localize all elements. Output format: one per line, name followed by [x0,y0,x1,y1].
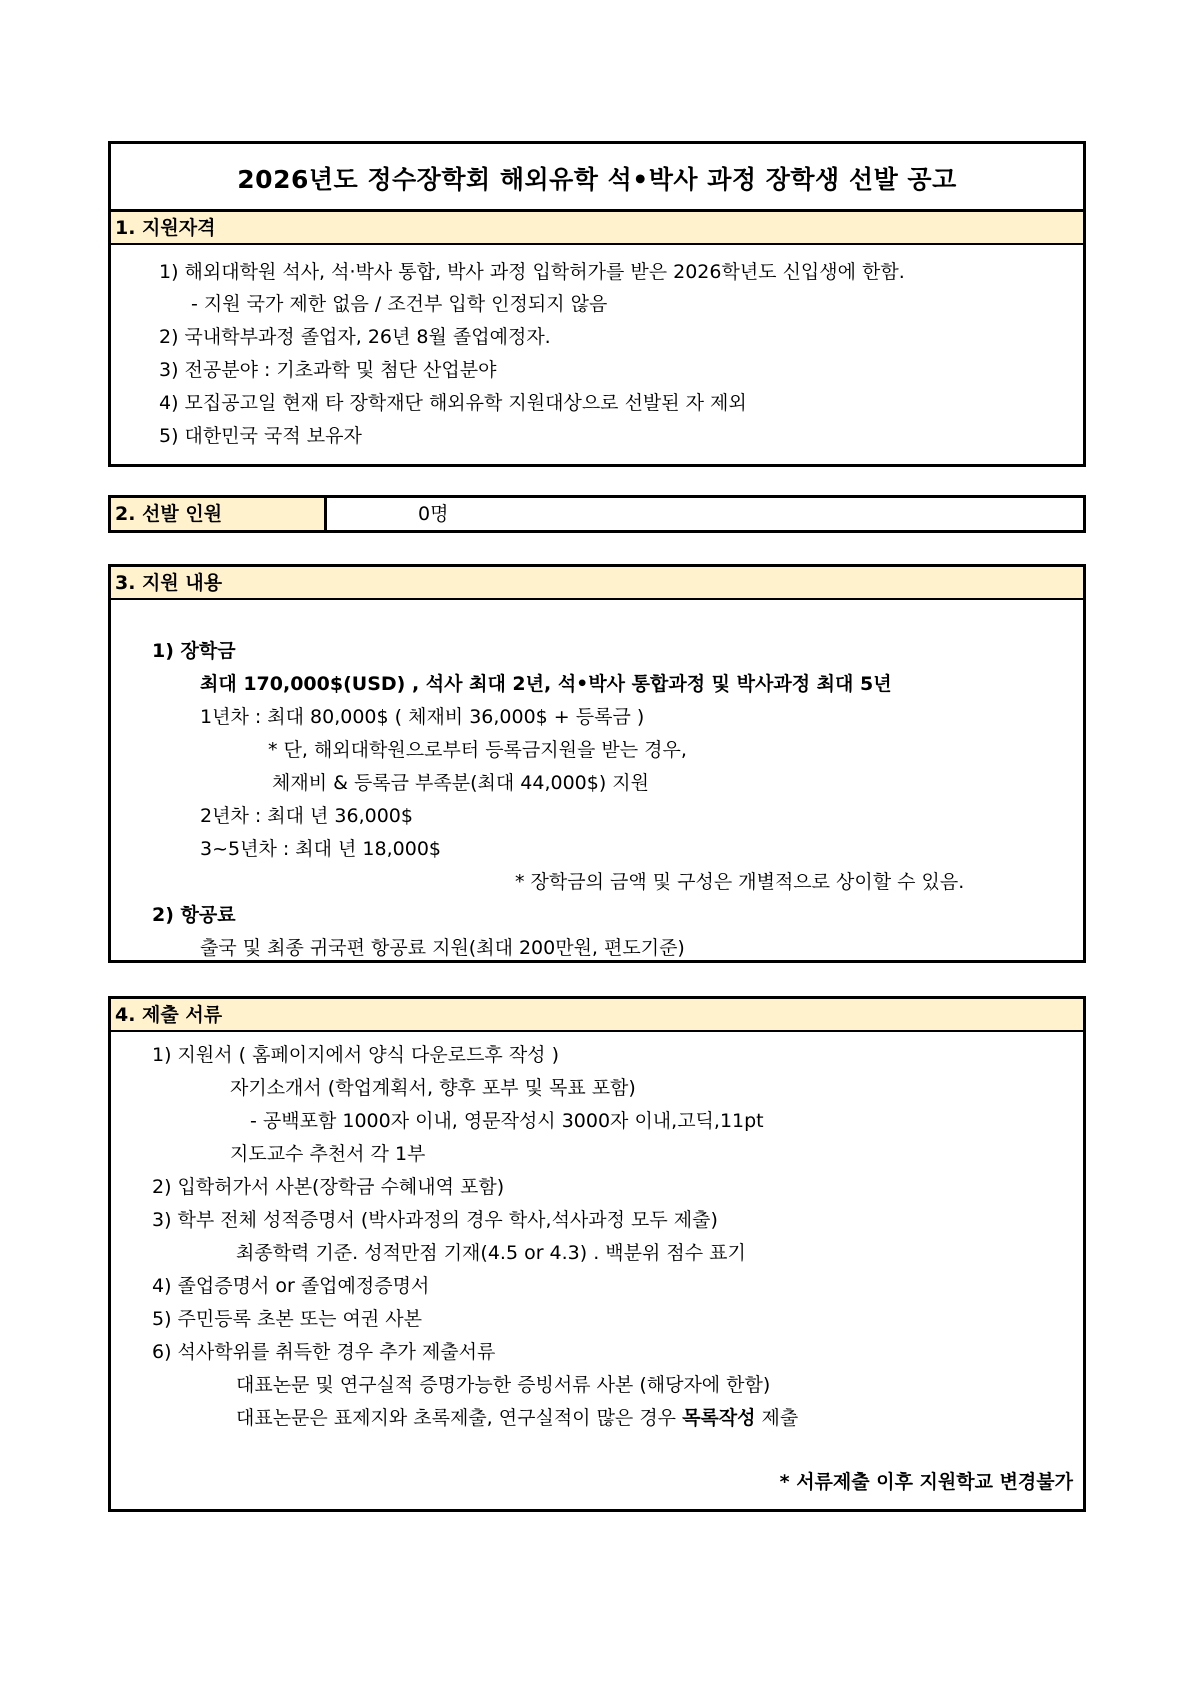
list-item: 1) 지원서 ( 홈페이지에서 양식 다운로드후 작성 ) [152,1044,559,1066]
airfare-detail: 출국 및 최종 귀국편 항공료 지원(최대 200만원, 편도기준) [200,937,685,959]
airfare-title: 2) 항공료 [152,904,236,926]
list-item: 6) 석사학위를 취득한 경우 추가 제출서류 [152,1341,496,1363]
list-item: 3) 학부 전체 성적증명서 (박사과정의 경우 학사,석사과정 모두 제출) [152,1209,718,1231]
year1-amount: 1년차 : 최대 80,000$ ( 체재비 36,000$ + 등록금 ) [200,706,645,728]
list-item: 1) 해외대학원 석사, 석·박사 통합, 박사 과정 입학허가를 받은 2026학년도 신입생에 한함. [159,261,905,283]
list-item: 2) 국내학부과정 졸업자, 26년 8월 졸업예정자. [159,326,551,348]
list-item: 3) 전공분야 : 기초과학 및 첨단 산업분야 [159,359,497,381]
selection-count-value: 0명 [418,503,449,525]
section-header: 3. 지원 내용 [111,567,1083,600]
scholarship-disclaimer: * 장학금의 금액 및 구성은 개별적으로 상이할 수 있음. [515,871,965,893]
footer-note: * 서류제출 이후 지원학교 변경불가 [779,1471,1073,1493]
tuition-note: * 단, 해외대학원으로부터 등록금지원을 받는 경우, [268,739,687,761]
list-item: 4) 모집공고일 현재 타 장학재단 해외유학 지원대상으로 선발된 자 제외 [159,392,747,414]
list-item: 자기소개서 (학업계획서, 향후 포부 및 목표 포함) [230,1077,636,1099]
tuition-note: 체재비 & 등록금 부족분(최대 44,000$) 지원 [272,772,650,794]
year3-5-amount: 3~5년차 : 최대 년 18,000$ [200,838,441,860]
section-required-documents [108,996,1086,1512]
announcement-title-box [108,141,1086,211]
list-item: - 공백포함 1000자 이내, 영문작성시 3000자 이내,고딕,11pt [250,1110,764,1132]
section-header: 1. 지원자격 [111,212,1083,245]
section-selection-count [108,495,1086,533]
list-item: 5) 주민등록 초본 또는 여권 사본 [152,1308,422,1330]
section-eligibility [108,209,1086,467]
scholarship-title: 1) 장학금 [152,640,236,662]
section-header: 2. 선발 인원 [111,498,327,530]
list-item: 2) 입학허가서 사본(장학금 수혜내역 포함) [152,1176,505,1198]
list-item: 지도교수 추천서 각 1부 [230,1143,426,1165]
year2-amount: 2년차 : 최대 년 36,000$ [200,805,413,827]
emphasis-text: 목록작성 [682,1407,756,1429]
list-item: 5) 대한민국 국적 보유자 [159,425,362,447]
list-item-text: 대표논문은 표제지와 초록제출, 연구실적이 많은 경우 [236,1407,683,1429]
list-item: 대표논문 및 연구실적 증명가능한 증빙서류 사본 (해당자에 한함) [236,1374,771,1396]
list-item: 4) 졸업증명서 or 졸업예정증명서 [152,1275,430,1297]
list-item: 최종학력 기준. 성적만점 기재(4.5 or 4.3) . 백분위 점수 표기 [236,1242,746,1264]
list-item-text: 제출 [755,1407,799,1429]
list-item: - 지원 국가 제한 없음 / 조건부 입학 인정되지 않음 [191,293,608,315]
scholarship-summary: 최대 170,000$(USD) , 석사 최대 2년, 석•박사 통합과정 및 박사과정 최대 5년 [200,673,892,695]
section-header: 4. 제출 서류 [111,999,1083,1032]
page-title: 2026년도 정수장학회 해외유학 석•박사 과정 장학생 선발 공고 [237,164,957,194]
list-item [236,1406,798,1430]
section-support-details [108,564,1086,963]
